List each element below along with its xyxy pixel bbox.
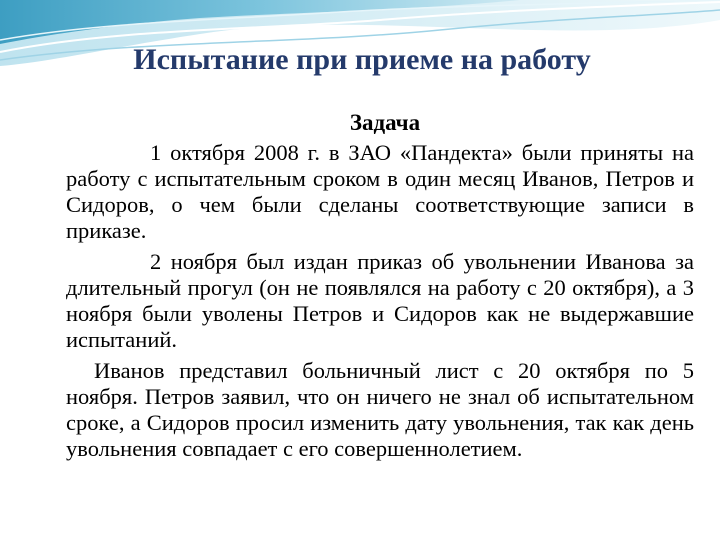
task-paragraph-1: 1 октября 2008 г. в ЗАО «Пандекта» были приняты на работу с испытательным сроком в один месяц Иванов, Петров и Сидоров, о чем были сделаны соответствующие записи в приказе. [66, 140, 694, 243]
task-paragraph-2: 2 ноября был издан приказ об увольнении Иванова за длительный прогул (он не появлялся на работу с 20 октября), а 3 ноября были уволены Петров и Сидоров как не выдержавшие испытаний. [66, 249, 694, 352]
slide-title: Испытание при приеме на работу [133, 43, 591, 76]
task-heading: Задача [349, 110, 421, 135]
task-paragraph-3: Иванов представил больничный лист с 20 октября по 5 ноября. Петров заявил, что он ничего не знал об испытательном сроке, а Сидоров просил изменить дату увольнения, так как день увольнения совпадает с его совершеннолетием. [66, 358, 694, 461]
task-text [66, 140, 694, 462]
